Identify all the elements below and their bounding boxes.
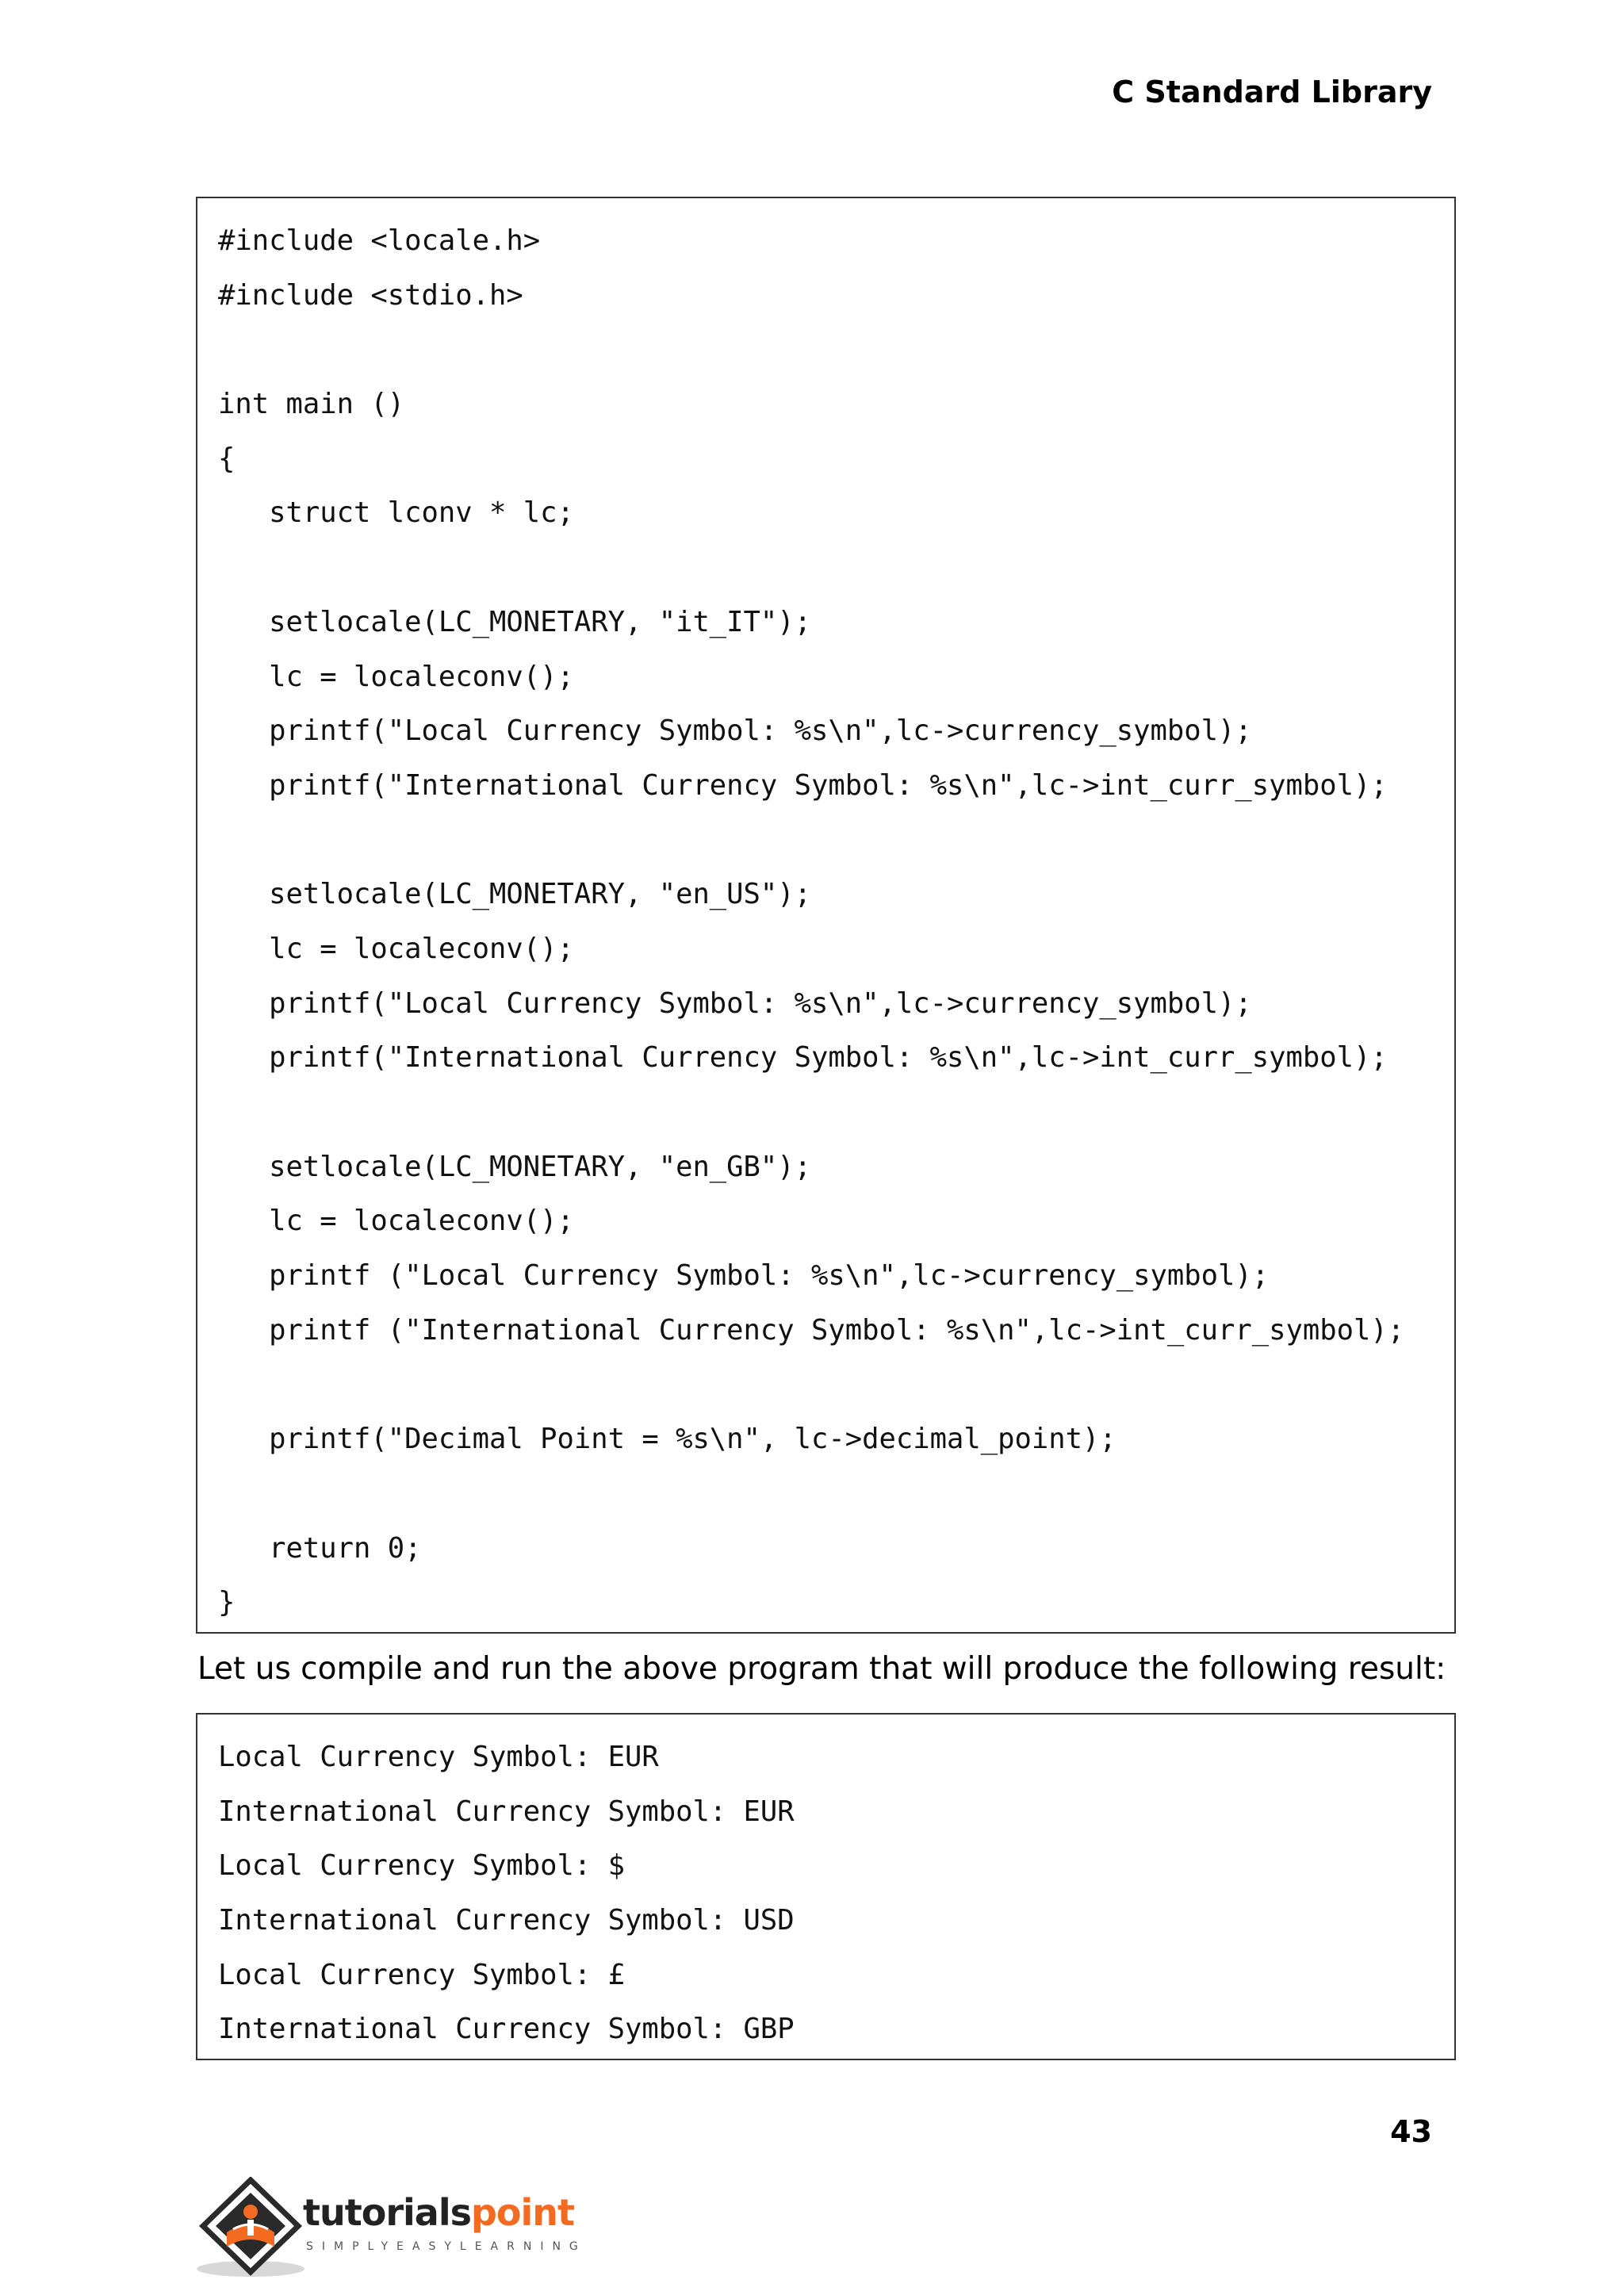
code-line: lc = localeconv(); (218, 660, 574, 693)
code-line: setlocale(LC_MONETARY, "en_GB"); (218, 1150, 812, 1183)
code-line: #include <stdio.h> (218, 278, 523, 312)
output-line: Local Currency Symbol: EUR (218, 1741, 659, 1773)
page-header-title: C Standard Library (1112, 75, 1432, 109)
code-line (218, 1358, 1434, 1412)
page-number: 43 (1390, 2114, 1432, 2149)
code-line: setlocale(LC_MONETARY, "en_US"); (218, 878, 812, 911)
code-line: struct lconv * lc; (218, 496, 574, 530)
code-line: printf ("International Currency Symbol: %s\n",lc->int_curr_symbol); (218, 1313, 1405, 1347)
code-block (196, 197, 1456, 1634)
code-line (218, 323, 1434, 377)
result-intro-text: Let us compile and run the above program that will produce the following result: (197, 1651, 1446, 1687)
code-line (218, 1086, 1434, 1140)
code-line: { (218, 442, 236, 475)
code-line (218, 814, 1434, 868)
code-line: return 0; (218, 1531, 422, 1565)
code-line: printf ("Local Currency Symbol: %s\n",lc->currency_symbol); (218, 1259, 1270, 1293)
logo-word-1: tutorials (303, 2191, 471, 2234)
code-line: printf("International Currency Symbol: %s\n",lc->int_curr_symbol); (218, 1041, 1388, 1075)
code-line: setlocale(LC_MONETARY, "it_IT"); (218, 605, 812, 638)
code-line: } (218, 1586, 236, 1619)
code-line: #include <locale.h> (218, 224, 541, 257)
code-line (218, 1467, 1434, 1522)
code-line: printf("Local Currency Symbol: %s\n",lc->currency_symbol); (218, 987, 1252, 1020)
output-line: Local Currency Symbol: £ (218, 1958, 625, 1991)
output-line: International Currency Symbol: USD (218, 1904, 795, 1937)
code-line: printf("Decimal Point = %s\n", lc->decimal_point); (218, 1423, 1116, 1456)
code-line (218, 541, 1434, 596)
code-line: int main () (218, 388, 405, 421)
output-line: International Currency Symbol: GBP (218, 2013, 795, 2046)
tutorialspoint-logo (195, 2177, 587, 2280)
logo-word-2: point (470, 2191, 575, 2234)
logo-tagline: SIMPLYEASYLEARNING (306, 2240, 587, 2253)
code-line: printf("International Currency Symbol: %s\n",lc->int_curr_symbol); (218, 768, 1388, 802)
output-line: Local Currency Symbol: $ (218, 1849, 625, 1883)
code-line: printf("Local Currency Symbol: %s\n",lc->currency_symbol); (218, 715, 1252, 748)
logo-wordmark (303, 2191, 574, 2234)
code-line: lc = localeconv(); (218, 932, 574, 965)
tutorialspoint-logo-icon (195, 2177, 306, 2280)
output-line: International Currency Symbol: EUR (218, 1795, 795, 1828)
code-line: lc = localeconv(); (218, 1205, 574, 1238)
output-block (196, 1713, 1456, 2060)
